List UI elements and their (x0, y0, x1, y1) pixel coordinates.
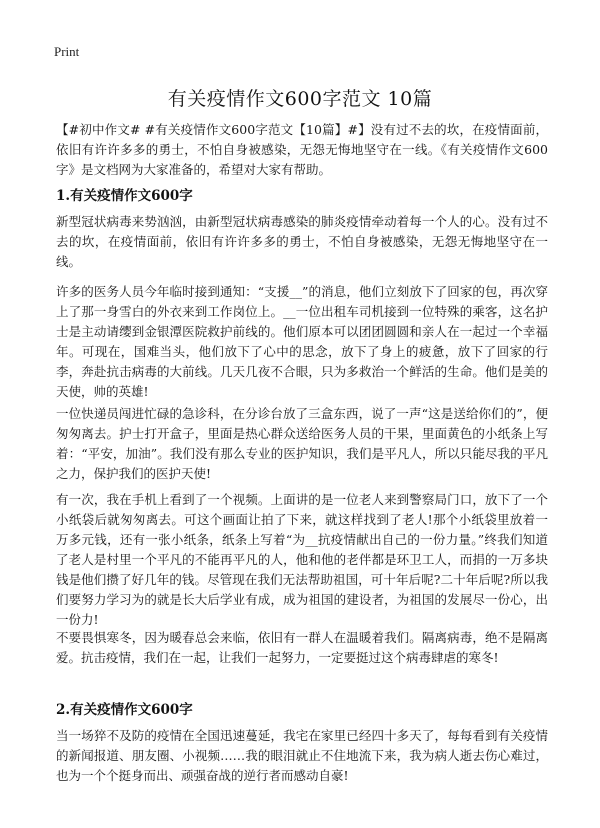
section-1-paragraph-3: 一位快递员闯进忙碌的急诊科，在分诊台放了三盒东西，说了一声“这是送给你们的”，便匆匆离去。护士打开盒子，里面是热心群众送给医务人员的干果，里面黄色的小纸条上写着：“平安，加油”。我们没有那么专业的医护知识，我们是平凡人，所以只能尽我的平凡之力，保护我们的医护天使! (56, 406, 548, 481)
section-1-paragraph-5: 不要畏惧寒冬，因为暖春总会来临，依旧有一群人在温暖着我们。隔离病毒，绝不是隔离爱。抗击疫情，我们在一起，让我们一起努力，一定要挺过这个病毒肆虐的寒冬! (56, 630, 548, 665)
section-heading-1: 1.有关疫情作文600字 (56, 188, 193, 204)
section-1-paragraph-4: 有一次，我在手机上看到了一个视频。上面讲的是一位老人来到警察局门口，放下了一个小纸袋后就匆匆离去。可这个画面让拍了下来，就这样找到了老人!那个小纸袋里放着一万多元钱，还有一张小纸条，纸条上写着“为__抗疫情献出自己的一份力量。”终我们知道了老人是村里一个平凡的不能再平凡的人，他和他的老伴都是环卫工人，而捐的一万多块钱是他们攒了好几年的钱。尽管现在我们无法帮助祖国，可十年后呢?二十年后呢?所以我们要努力学习为的就是长大后学业有成，成为祖国的建设者，为祖国的发展尽一份心，出一份力! (56, 492, 548, 627)
section-1-paragraph-2: 许多的医务人员今年临时接到通知：“支援__”的消息，他们立刻放下了回家的包，再次穿上了那一身雪白的外衣来到工作岗位上。__一位出租车司机接到一位特殊的乘客，这名护士是主动请缨到金银潭医院救护前线的。他们原本可以团团圆圆和亲人在一起过一个幸福年。可现在，国难当头，他们放下了心中的思念，放下了身上的疲惫，放下了回家的行李，奔赴抗击病毒的大前线。几天几夜不合眼，只为多救治一个鲜活的生命。他们是美的天使，帅的英雄! (56, 284, 548, 399)
print-link[interactable]: Print (54, 44, 80, 59)
section-1-paragraph-1: 新型冠状病毒来势汹汹，由新型冠状病毒感染的肺炎疫情牵动着每一个人的心。没有过不去的坎，在疫情面前，依旧有许许多多的勇士，不怕自身被感染，无怨无悔地坚守在一线。 (56, 214, 548, 269)
page-title: 有关疫情作文600字范文 10篇 (167, 88, 433, 110)
section-heading-2: 2.有关疫情作文600字 (56, 702, 193, 718)
intro-paragraph: 【#初中作文# #有关疫情作文600字范文【10篇】#】没有过不去的坎，在疫情面前，依旧有许许多多的勇士，不怕自身被感染，无怨无悔地坚守在一线。《有关疫情作文600字》是文档网为大家准备的，希望对大家有帮助。 (56, 122, 548, 177)
section-2-paragraph-1: 当一场猝不及防的疫情在全国迅速蔓延，我宅在家里已经四十多天了，每每看到有关疫情的新闻报道、朋友圈、小视频……我的眼泪就止不住地流下来，我为病人逝去伤心难过，也为一个个挺身而出、顽强奋战的逆行者而感动自豪! (56, 728, 548, 783)
